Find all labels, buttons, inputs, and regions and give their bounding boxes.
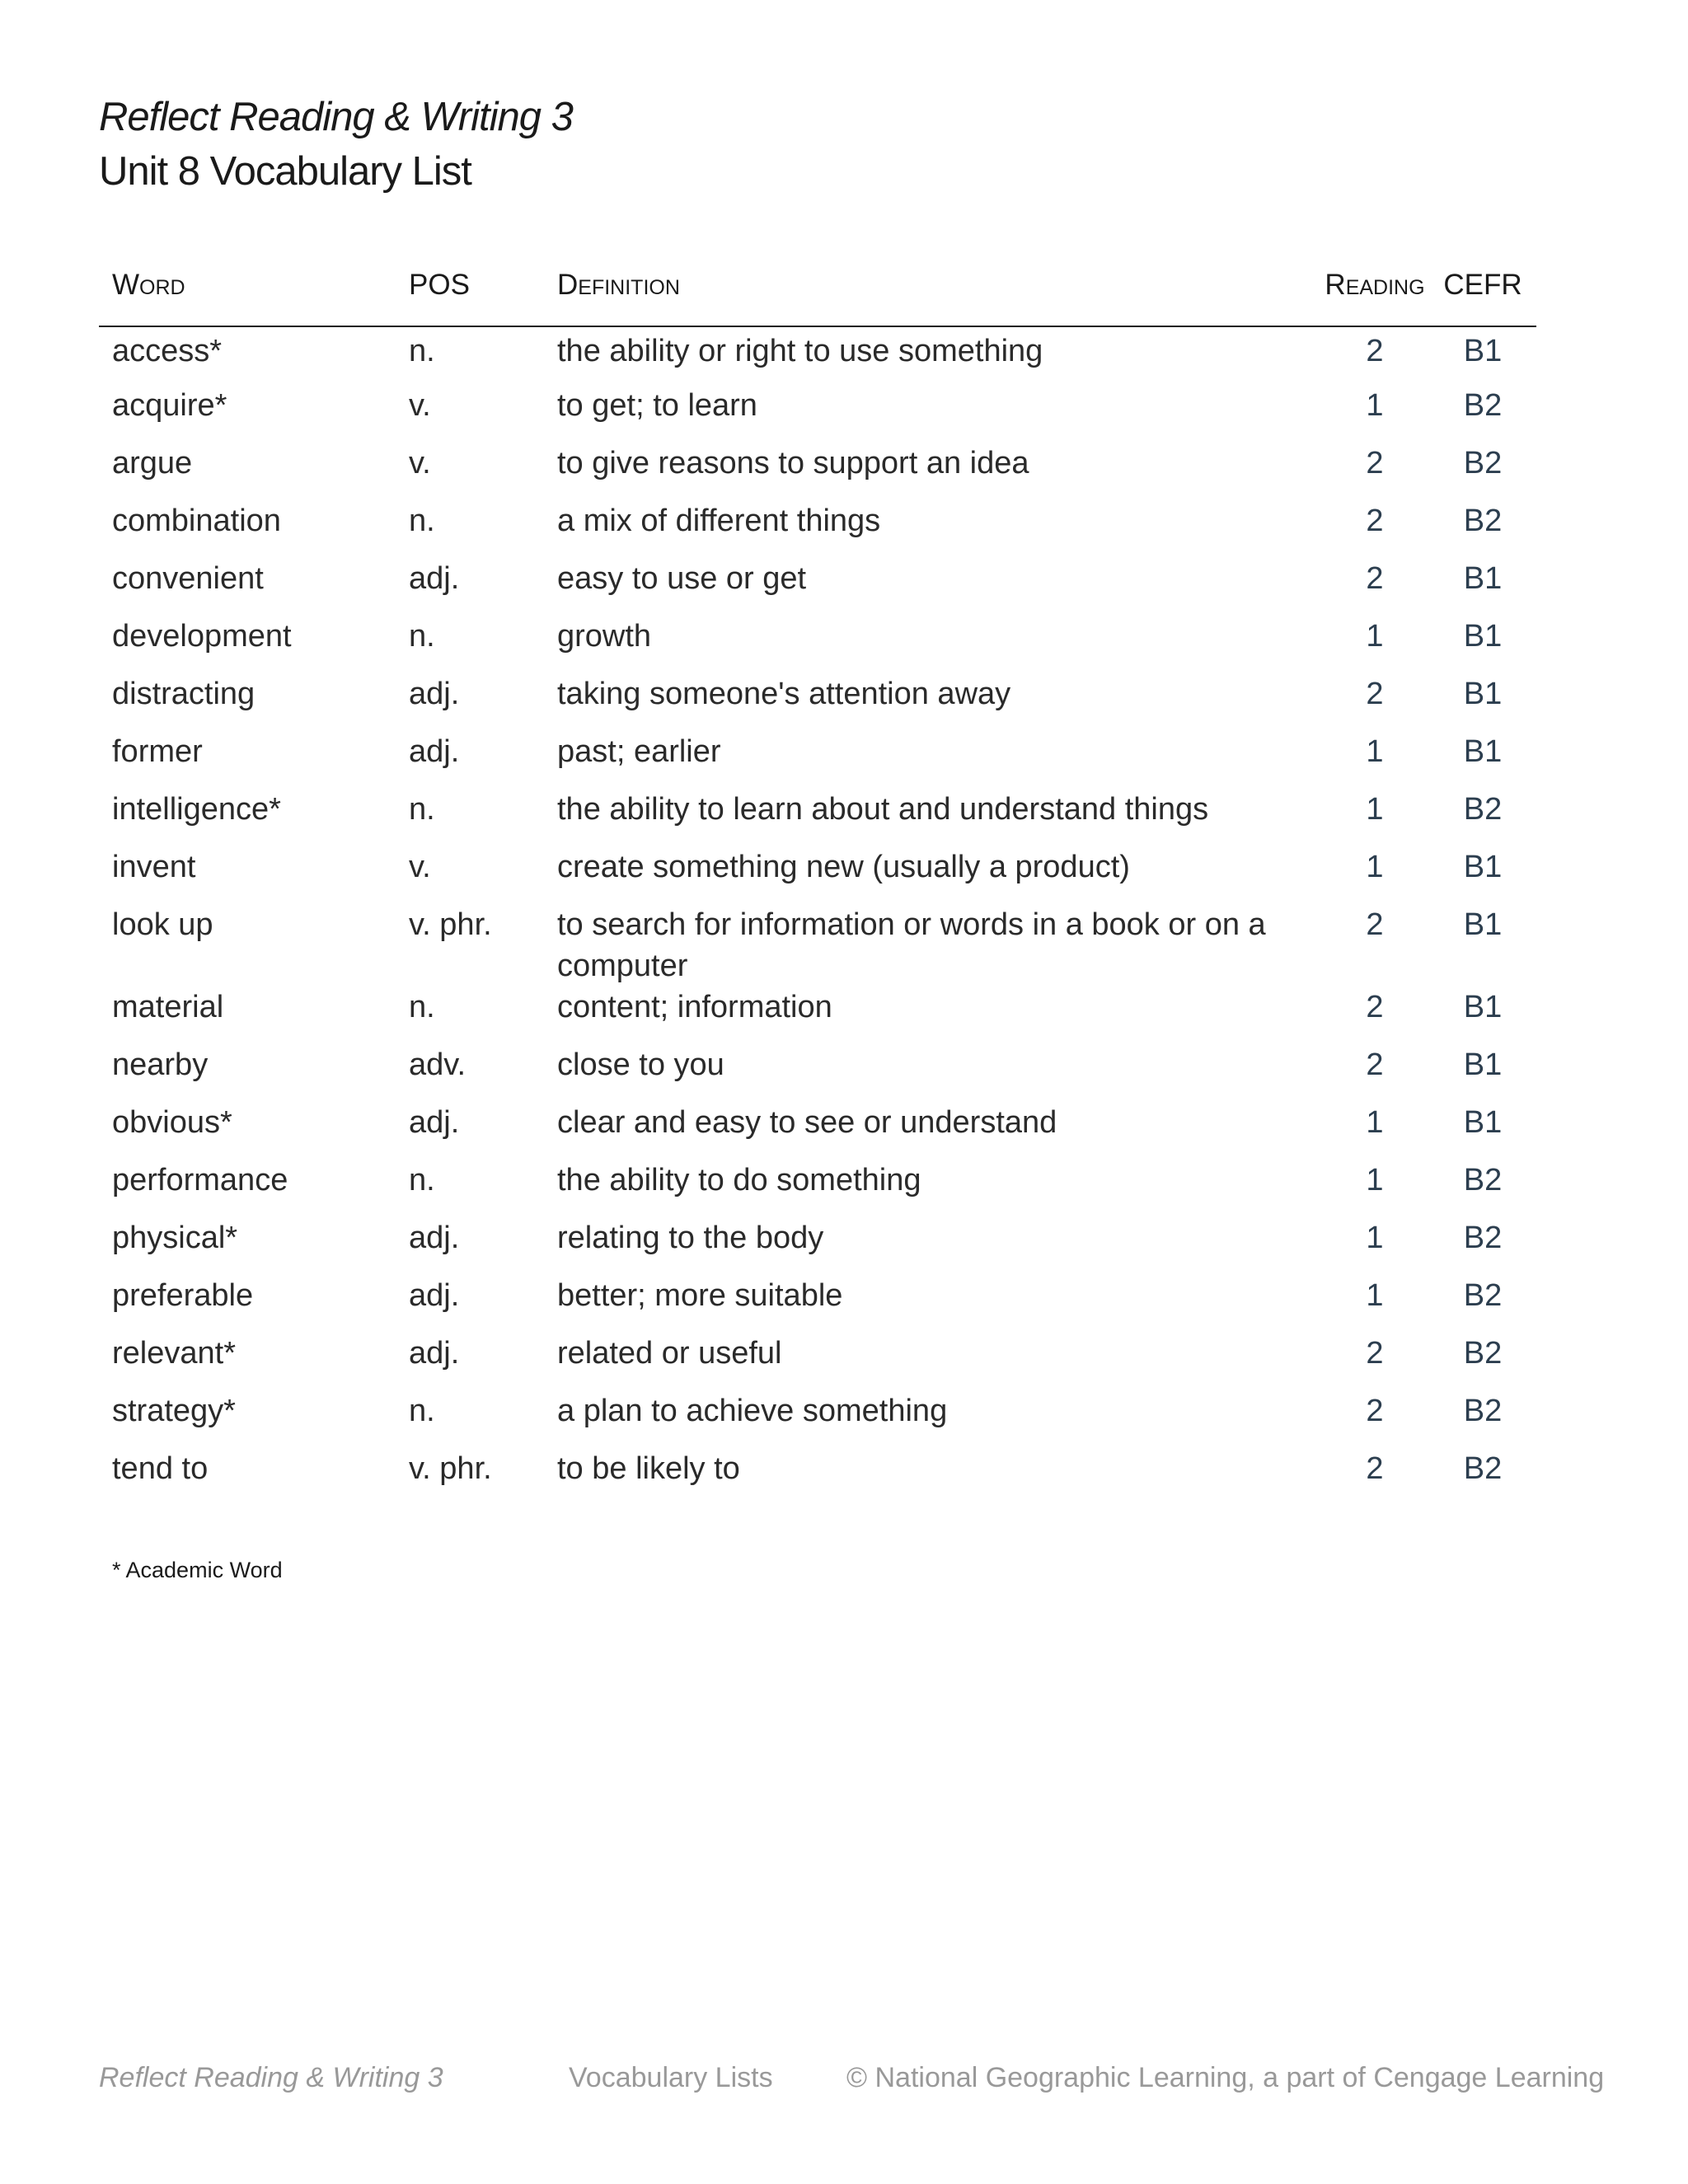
cell-pos: n. [409, 990, 435, 1024]
cell-word: material [112, 990, 224, 1024]
table-row [99, 731, 1536, 789]
cell-definition: growth [557, 619, 652, 654]
cell-reading: 2 [1366, 1047, 1384, 1082]
cell-definition: content; information [557, 990, 832, 1024]
table-row [99, 558, 1536, 616]
cell-definition: the ability to do something [557, 1163, 921, 1197]
cell-word: performance [112, 1163, 288, 1197]
cell-pos: v. [409, 388, 431, 423]
table-row [99, 1160, 1536, 1217]
footer-book-title: Reflect Reading & Writing 3 [99, 2062, 443, 2093]
cell-word: development [112, 619, 292, 654]
cell-word: obvious* [112, 1105, 232, 1140]
cell-reading: 1 [1366, 1221, 1384, 1255]
cell-word: strategy* [112, 1394, 236, 1428]
cell-pos: n. [409, 504, 435, 538]
vocabulary-table-body [99, 326, 1536, 1506]
footnote: * Academic Word [112, 1558, 283, 1582]
cell-reading: 2 [1366, 504, 1384, 538]
table-header-row [99, 262, 1536, 326]
cell-cefr: B1 [1463, 619, 1503, 654]
cell-reading: 1 [1366, 1105, 1384, 1140]
table-row [99, 1102, 1536, 1160]
cell-reading: 2 [1366, 990, 1384, 1024]
cell-cefr: B2 [1463, 1336, 1503, 1371]
cell-pos: adj. [409, 561, 460, 596]
cell-word: preferable [112, 1278, 254, 1313]
table-row [99, 1448, 1536, 1506]
cell-word: physical* [112, 1221, 238, 1255]
book-title: Reflect Reading & Writing 3 [99, 95, 573, 139]
column-header-cefr: CEFR [1429, 262, 1536, 326]
cell-cefr: B2 [1463, 792, 1503, 827]
cell-cefr: B1 [1463, 850, 1503, 884]
table-row [99, 1217, 1536, 1275]
cell-definition: to search for information or words in a book or on a computer [557, 907, 1266, 983]
cell-cefr: B1 [1463, 334, 1503, 368]
cell-pos: v. [409, 850, 431, 884]
table-row [99, 1275, 1536, 1333]
cell-pos: adj. [409, 734, 460, 769]
cell-definition: taking someone's attention away [557, 677, 1011, 711]
table-row [99, 500, 1536, 558]
cell-pos: n. [409, 1394, 435, 1428]
table-row [99, 789, 1536, 846]
cell-cefr: B1 [1463, 990, 1503, 1024]
cell-word: intelligence* [112, 792, 281, 827]
cell-definition: a mix of different things [557, 504, 881, 538]
cell-word: distracting [112, 677, 256, 711]
cell-cefr: B2 [1463, 446, 1503, 480]
cell-word: acquire* [112, 388, 227, 423]
table-row [99, 1333, 1536, 1390]
cell-definition: better; more suitable [557, 1278, 843, 1313]
cell-cefr: B1 [1463, 907, 1503, 942]
cell-definition: to give reasons to support an idea [557, 446, 1029, 480]
table-row [99, 385, 1536, 443]
cell-reading: 1 [1366, 1278, 1384, 1313]
cell-pos: v. [409, 446, 431, 480]
cell-definition: easy to use or get [557, 561, 807, 596]
cell-pos: adj. [409, 1105, 460, 1140]
cell-cefr: B1 [1463, 1047, 1503, 1082]
cell-cefr: B2 [1463, 1394, 1503, 1428]
cell-reading: 1 [1366, 619, 1384, 654]
table-row [99, 846, 1536, 904]
cell-reading: 2 [1366, 677, 1384, 711]
cell-cefr: B2 [1463, 1278, 1503, 1313]
cell-cefr: B1 [1463, 734, 1503, 769]
table-row [99, 443, 1536, 500]
column-header-word: Word [99, 262, 396, 326]
cell-definition: create something new (usually a product) [557, 850, 1130, 884]
cell-definition: related or useful [557, 1336, 782, 1371]
cell-pos: adj. [409, 1278, 460, 1313]
cell-pos: n. [409, 1163, 435, 1197]
cell-cefr: B1 [1463, 561, 1503, 596]
cell-reading: 2 [1366, 446, 1384, 480]
table-row [99, 673, 1536, 731]
cell-cefr: B2 [1463, 1163, 1503, 1197]
cell-reading: 2 [1366, 1451, 1384, 1486]
vocabulary-table [99, 262, 1536, 1506]
cell-cefr: B2 [1463, 388, 1503, 423]
cell-definition: to be likely to [557, 1451, 740, 1486]
column-header-pos: POS [396, 262, 544, 326]
table-row [99, 616, 1536, 673]
table-row [99, 987, 1536, 1044]
footer-copyright: © National Geographic Learning, a part of Cengage Learning [846, 2062, 1605, 2093]
cell-word: argue [112, 446, 193, 480]
cell-definition: clear and easy to see or understand [557, 1105, 1057, 1140]
cell-definition: a plan to achieve something [557, 1394, 948, 1428]
cell-pos: n. [409, 619, 435, 654]
cell-pos: n. [409, 334, 435, 368]
cell-reading: 2 [1366, 1336, 1384, 1371]
column-header-reading: Reading [1320, 262, 1429, 326]
table-row [99, 904, 1536, 987]
cell-definition: the ability to learn about and understand things [557, 792, 1209, 827]
cell-cefr: B2 [1463, 504, 1503, 538]
cell-pos: adv. [409, 1047, 467, 1082]
cell-word: look up [112, 907, 213, 942]
cell-pos: adj. [409, 1221, 460, 1255]
cell-definition: close to you [557, 1047, 724, 1082]
table-row [99, 1044, 1536, 1102]
table-row [99, 1390, 1536, 1448]
cell-definition: past; earlier [557, 734, 721, 769]
cell-reading: 2 [1366, 561, 1384, 596]
cell-reading: 1 [1366, 734, 1384, 769]
cell-reading: 1 [1366, 792, 1384, 827]
cell-reading: 1 [1366, 1163, 1384, 1197]
cell-cefr: B2 [1463, 1451, 1503, 1486]
cell-word: convenient [112, 561, 264, 596]
cell-reading: 1 [1366, 388, 1384, 423]
column-header-definition: Definition [544, 262, 1320, 326]
cell-definition: relating to the body [557, 1221, 824, 1255]
cell-cefr: B2 [1463, 1221, 1503, 1255]
cell-reading: 2 [1366, 907, 1384, 942]
cell-definition: to get; to learn [557, 388, 757, 423]
page-title: Unit 8 Vocabulary List [99, 149, 471, 194]
cell-cefr: B1 [1463, 677, 1503, 711]
cell-pos: v. phr. [409, 1451, 492, 1486]
cell-reading: 2 [1366, 334, 1384, 368]
cell-pos: v. phr. [409, 907, 492, 942]
cell-word: invent [112, 850, 196, 884]
cell-reading: 1 [1366, 850, 1384, 884]
cell-definition: the ability or right to use something [557, 334, 1043, 368]
cell-word: nearby [112, 1047, 209, 1082]
cell-reading: 2 [1366, 1394, 1384, 1428]
cell-word: relevant* [112, 1336, 236, 1371]
cell-word: combination [112, 504, 281, 538]
footer-section-name: Vocabulary Lists [569, 2062, 773, 2093]
cell-word: tend to [112, 1451, 209, 1486]
cell-cefr: B1 [1463, 1105, 1503, 1140]
cell-pos: n. [409, 792, 435, 827]
cell-pos: adj. [409, 1336, 460, 1371]
cell-word: access* [112, 334, 223, 368]
table-row [99, 326, 1536, 385]
cell-word: former [112, 734, 203, 769]
cell-pos: adj. [409, 677, 460, 711]
